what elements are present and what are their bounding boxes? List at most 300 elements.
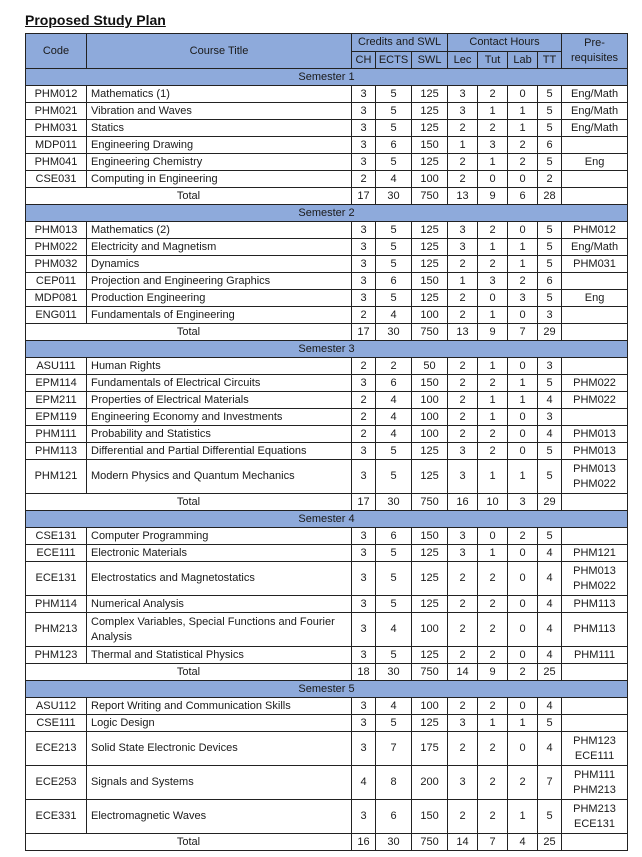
semester-header-row — [26, 69, 628, 86]
header-credits-group: Credits and SWL — [352, 34, 448, 52]
course-code: ENG011 — [26, 307, 87, 324]
total-swl: 750 — [412, 834, 448, 851]
course-code: ASU112 — [26, 698, 87, 715]
course-code: PHM012 — [26, 86, 87, 103]
course-row — [26, 545, 628, 562]
course-code: ECE331 — [26, 800, 87, 834]
course-tt: 5 — [538, 239, 562, 256]
course-lec: 3 — [448, 443, 478, 460]
total-tt: 28 — [538, 188, 562, 205]
prerequisite-code: PHM012 — [573, 223, 616, 236]
course-tt: 4 — [538, 562, 562, 596]
prerequisite-code: PHM111 — [573, 648, 616, 661]
course-tt: 5 — [538, 375, 562, 392]
total-tut: 7 — [478, 834, 508, 851]
course-swl: 125 — [412, 239, 448, 256]
course-prerequisites — [562, 528, 628, 545]
course-tt: 4 — [538, 647, 562, 664]
total-swl: 750 — [412, 494, 448, 511]
course-ects: 4 — [376, 307, 412, 324]
prerequisite-code: ECE131 — [574, 817, 616, 830]
course-tut: 1 — [478, 545, 508, 562]
course-ects: 4 — [376, 392, 412, 409]
course-ch: 2 — [352, 409, 376, 426]
course-title: Fundamentals of Electrical Circuits — [87, 375, 352, 392]
course-tt: 5 — [538, 86, 562, 103]
course-row — [26, 715, 628, 732]
course-ch: 3 — [352, 698, 376, 715]
course-tt: 7 — [538, 766, 562, 800]
total-swl: 750 — [412, 324, 448, 341]
course-swl: 150 — [412, 273, 448, 290]
semester-label: Semester 1 — [26, 69, 628, 86]
course-lab: 0 — [508, 562, 538, 596]
course-swl: 125 — [412, 290, 448, 307]
course-ch: 3 — [352, 460, 376, 494]
total-lab: 7 — [508, 324, 538, 341]
course-tt: 5 — [538, 715, 562, 732]
course-lec: 2 — [448, 647, 478, 664]
prerequisite-code: Eng/Math — [570, 240, 619, 253]
course-tut: 1 — [478, 715, 508, 732]
course-tut: 1 — [478, 409, 508, 426]
course-ects: 4 — [376, 613, 412, 647]
course-row — [26, 307, 628, 324]
course-prerequisites — [562, 732, 628, 766]
course-tut: 1 — [478, 307, 508, 324]
course-prerequisites — [562, 426, 628, 443]
total-tt: 25 — [538, 834, 562, 851]
course-tt: 4 — [538, 698, 562, 715]
course-lec: 2 — [448, 154, 478, 171]
semester-header-row — [26, 681, 628, 698]
course-ch: 3 — [352, 222, 376, 239]
header-tut: Tut — [478, 52, 508, 69]
prerequisite-code: Eng — [584, 291, 605, 304]
course-title: Differential and Partial Differential Equations — [87, 443, 352, 460]
course-prerequisites — [562, 103, 628, 120]
course-ch: 3 — [352, 545, 376, 562]
course-swl: 125 — [412, 647, 448, 664]
course-row — [26, 460, 628, 494]
course-title: Report Writing and Communication Skills — [87, 698, 352, 715]
course-tt: 3 — [538, 307, 562, 324]
total-ects: 30 — [376, 188, 412, 205]
course-ch: 3 — [352, 596, 376, 613]
course-swl: 100 — [412, 613, 448, 647]
total-tut: 9 — [478, 324, 508, 341]
course-tt: 5 — [538, 222, 562, 239]
page-title: Proposed Study Plan — [25, 12, 166, 28]
total-lec: 14 — [448, 664, 478, 681]
course-title: Electrostatics and Magnetostatics — [87, 562, 352, 596]
course-title: Modern Physics and Quantum Mechanics — [87, 460, 352, 494]
course-lec: 3 — [448, 222, 478, 239]
course-lec: 2 — [448, 358, 478, 375]
course-code: PHM021 — [26, 103, 87, 120]
course-ch: 2 — [352, 358, 376, 375]
course-lec: 2 — [448, 732, 478, 766]
total-lec: 16 — [448, 494, 478, 511]
course-prerequisites — [562, 239, 628, 256]
course-lec: 3 — [448, 766, 478, 800]
total-label: Total — [26, 188, 352, 205]
header-contact-group: Contact Hours — [448, 34, 562, 52]
course-code: PHM213 — [26, 613, 87, 647]
total-lec: 13 — [448, 188, 478, 205]
header-prerequisites — [562, 34, 628, 69]
course-tut: 2 — [478, 562, 508, 596]
course-title: Thermal and Statistical Physics — [87, 647, 352, 664]
course-tut: 2 — [478, 375, 508, 392]
course-title: Statics — [87, 120, 352, 137]
course-lab: 1 — [508, 239, 538, 256]
total-ch: 18 — [352, 664, 376, 681]
total-prerequisites-empty — [562, 664, 628, 681]
course-title: Human Rights — [87, 358, 352, 375]
course-row — [26, 528, 628, 545]
course-row — [26, 103, 628, 120]
total-prerequisites-empty — [562, 188, 628, 205]
course-prerequisites — [562, 800, 628, 834]
course-tt: 5 — [538, 256, 562, 273]
course-row — [26, 120, 628, 137]
course-lab: 1 — [508, 256, 538, 273]
course-tt: 4 — [538, 596, 562, 613]
course-code: EPM119 — [26, 409, 87, 426]
course-lec: 2 — [448, 171, 478, 188]
total-tut: 10 — [478, 494, 508, 511]
course-swl: 150 — [412, 137, 448, 154]
course-prerequisites — [562, 392, 628, 409]
course-lec: 2 — [448, 307, 478, 324]
total-ch: 17 — [352, 324, 376, 341]
course-tut: 2 — [478, 596, 508, 613]
course-ch: 3 — [352, 647, 376, 664]
total-lec: 14 — [448, 834, 478, 851]
course-swl: 125 — [412, 460, 448, 494]
total-tut: 9 — [478, 664, 508, 681]
course-ch: 3 — [352, 375, 376, 392]
header-ch: CH — [352, 52, 376, 69]
course-prerequisites — [562, 137, 628, 154]
header-lab: Lab — [508, 52, 538, 69]
semester-header-row — [26, 341, 628, 358]
course-tt: 4 — [538, 392, 562, 409]
course-swl: 175 — [412, 732, 448, 766]
course-lab: 1 — [508, 715, 538, 732]
course-ects: 5 — [376, 103, 412, 120]
prerequisite-code: ECE111 — [574, 749, 615, 762]
semester-total-row — [26, 494, 628, 511]
course-tt: 4 — [538, 613, 562, 647]
course-lab: 0 — [508, 647, 538, 664]
course-tt: 5 — [538, 103, 562, 120]
semester-label: Semester 3 — [26, 341, 628, 358]
course-swl: 200 — [412, 766, 448, 800]
course-tut: 2 — [478, 647, 508, 664]
course-tt: 5 — [538, 290, 562, 307]
total-ch: 16 — [352, 834, 376, 851]
prerequisite-code: PHM022 — [573, 393, 616, 406]
course-lab: 2 — [508, 766, 538, 800]
course-ects: 4 — [376, 426, 412, 443]
course-title: Computer Programming — [87, 528, 352, 545]
course-lec: 3 — [448, 86, 478, 103]
course-row — [26, 392, 628, 409]
course-lec: 1 — [448, 273, 478, 290]
course-ects: 6 — [376, 273, 412, 290]
course-code: PHM041 — [26, 154, 87, 171]
course-code: PHM121 — [26, 460, 87, 494]
study-plan-table — [25, 33, 628, 851]
course-ects: 5 — [376, 86, 412, 103]
course-ects: 4 — [376, 171, 412, 188]
total-tt: 29 — [538, 494, 562, 511]
course-ch: 3 — [352, 715, 376, 732]
course-row — [26, 409, 628, 426]
course-row — [26, 766, 628, 800]
semester-header-row — [26, 205, 628, 222]
course-tut: 2 — [478, 222, 508, 239]
course-lab: 0 — [508, 409, 538, 426]
total-label: Total — [26, 664, 352, 681]
course-tt: 3 — [538, 409, 562, 426]
course-swl: 50 — [412, 358, 448, 375]
course-prerequisites — [562, 273, 628, 290]
course-tt: 5 — [538, 443, 562, 460]
course-lec: 2 — [448, 392, 478, 409]
course-ects: 6 — [376, 137, 412, 154]
course-tut: 1 — [478, 392, 508, 409]
prerequisite-code: PHM123 — [573, 734, 616, 747]
prerequisite-code: Eng/Math — [570, 87, 619, 100]
course-tut: 1 — [478, 103, 508, 120]
header-tt: TT — [538, 52, 562, 69]
course-lab: 0 — [508, 307, 538, 324]
course-code: ECE131 — [26, 562, 87, 596]
course-row — [26, 137, 628, 154]
course-lab: 2 — [508, 273, 538, 290]
course-ects: 5 — [376, 443, 412, 460]
course-ch: 3 — [352, 239, 376, 256]
total-prerequisites-empty — [562, 494, 628, 511]
total-ects: 30 — [376, 664, 412, 681]
course-prerequisites — [562, 375, 628, 392]
course-code: ECE213 — [26, 732, 87, 766]
total-ects: 30 — [376, 324, 412, 341]
course-tt: 5 — [538, 528, 562, 545]
semester-label: Semester 5 — [26, 681, 628, 698]
course-ch: 2 — [352, 392, 376, 409]
course-tt: 5 — [538, 800, 562, 834]
course-tut: 0 — [478, 171, 508, 188]
course-swl: 125 — [412, 562, 448, 596]
course-swl: 125 — [412, 443, 448, 460]
total-tut: 9 — [478, 188, 508, 205]
course-lab: 0 — [508, 732, 538, 766]
course-swl: 100 — [412, 392, 448, 409]
course-ects: 5 — [376, 290, 412, 307]
course-tut: 2 — [478, 120, 508, 137]
course-lab: 0 — [508, 358, 538, 375]
course-lab: 0 — [508, 86, 538, 103]
course-ch: 2 — [352, 426, 376, 443]
course-ch: 3 — [352, 800, 376, 834]
course-title: Production Engineering — [87, 290, 352, 307]
course-code: ECE253 — [26, 766, 87, 800]
course-ch: 3 — [352, 732, 376, 766]
course-ch: 3 — [352, 290, 376, 307]
course-prerequisites — [562, 290, 628, 307]
header-ects: ECTS — [376, 52, 412, 69]
course-ects: 5 — [376, 715, 412, 732]
course-lab: 1 — [508, 460, 538, 494]
total-lab: 6 — [508, 188, 538, 205]
course-title: Electricity and Magnetism — [87, 239, 352, 256]
course-title: Electromagnetic Waves — [87, 800, 352, 834]
course-row — [26, 290, 628, 307]
course-row — [26, 375, 628, 392]
course-lab: 0 — [508, 698, 538, 715]
course-code: MDP011 — [26, 137, 87, 154]
course-lec: 2 — [448, 120, 478, 137]
course-ects: 4 — [376, 409, 412, 426]
course-lec: 1 — [448, 137, 478, 154]
prerequisite-code: PHM022 — [573, 477, 616, 490]
course-title: Mathematics (1) — [87, 86, 352, 103]
course-tut: 0 — [478, 290, 508, 307]
course-code: PHM114 — [26, 596, 87, 613]
course-swl: 100 — [412, 698, 448, 715]
course-ects: 5 — [376, 545, 412, 562]
course-swl: 100 — [412, 307, 448, 324]
course-title: Mathematics (2) — [87, 222, 352, 239]
course-code: EPM211 — [26, 392, 87, 409]
header-prerequisites-label: Pre- requisites — [570, 37, 619, 64]
course-lec: 2 — [448, 613, 478, 647]
course-code: CSE111 — [26, 715, 87, 732]
header-swl: SWL — [412, 52, 448, 69]
semester-header-row — [26, 511, 628, 528]
course-ects: 8 — [376, 766, 412, 800]
course-prerequisites — [562, 562, 628, 596]
table-header — [26, 34, 628, 69]
course-title: Electronic Materials — [87, 545, 352, 562]
course-lab: 0 — [508, 426, 538, 443]
total-ects: 30 — [376, 494, 412, 511]
course-code: PHM123 — [26, 647, 87, 664]
course-ch: 3 — [352, 443, 376, 460]
course-swl: 100 — [412, 426, 448, 443]
course-swl: 150 — [412, 528, 448, 545]
semester-label: Semester 2 — [26, 205, 628, 222]
course-prerequisites — [562, 715, 628, 732]
course-ch: 3 — [352, 273, 376, 290]
course-title: Solid State Electronic Devices — [87, 732, 352, 766]
course-lec: 2 — [448, 698, 478, 715]
course-row — [26, 256, 628, 273]
course-prerequisites — [562, 766, 628, 800]
course-lec: 2 — [448, 596, 478, 613]
total-ects: 30 — [376, 834, 412, 851]
course-lab: 2 — [508, 137, 538, 154]
course-swl: 150 — [412, 375, 448, 392]
course-title: Dynamics — [87, 256, 352, 273]
course-ch: 3 — [352, 154, 376, 171]
course-lec: 2 — [448, 375, 478, 392]
semester-total-row — [26, 324, 628, 341]
course-title: Projection and Engineering Graphics — [87, 273, 352, 290]
prerequisite-code: PHM031 — [573, 257, 616, 270]
prerequisite-code: PHM013 — [573, 564, 616, 577]
course-swl: 125 — [412, 715, 448, 732]
prerequisite-code: PHM013 — [573, 462, 616, 475]
course-code: PHM013 — [26, 222, 87, 239]
course-title: Complex Variables, Special Functions and Fourier Analysis — [87, 613, 352, 647]
course-tut: 3 — [478, 273, 508, 290]
course-tut: 1 — [478, 154, 508, 171]
course-row — [26, 647, 628, 664]
prerequisite-code: PHM121 — [573, 546, 616, 559]
course-row — [26, 698, 628, 715]
course-prerequisites — [562, 222, 628, 239]
course-lab: 0 — [508, 545, 538, 562]
total-label: Total — [26, 834, 352, 851]
total-lec: 13 — [448, 324, 478, 341]
course-tt: 4 — [538, 732, 562, 766]
course-lec: 2 — [448, 409, 478, 426]
course-ects: 5 — [376, 596, 412, 613]
course-row — [26, 154, 628, 171]
semester-label: Semester 4 — [26, 511, 628, 528]
prerequisite-code: PHM013 — [573, 427, 616, 440]
course-row — [26, 443, 628, 460]
course-ch: 3 — [352, 137, 376, 154]
course-ects: 5 — [376, 154, 412, 171]
course-title: Numerical Analysis — [87, 596, 352, 613]
course-code: PHM111 — [26, 426, 87, 443]
course-ects: 5 — [376, 562, 412, 596]
course-ects: 7 — [376, 732, 412, 766]
prerequisite-code: Eng/Math — [570, 104, 619, 117]
course-lab: 0 — [508, 222, 538, 239]
course-title: Engineering Economy and Investments — [87, 409, 352, 426]
course-row — [26, 613, 628, 647]
course-tut: 2 — [478, 256, 508, 273]
course-code: PHM022 — [26, 239, 87, 256]
course-tut: 2 — [478, 443, 508, 460]
prerequisite-code: PHM113 — [573, 623, 616, 635]
course-ects: 4 — [376, 698, 412, 715]
total-prerequisites-empty — [562, 324, 628, 341]
prerequisite-code: Eng/Math — [570, 121, 619, 134]
semester-total-row — [26, 834, 628, 851]
course-tut: 2 — [478, 800, 508, 834]
course-code: PHM113 — [26, 443, 87, 460]
course-ects: 5 — [376, 239, 412, 256]
course-title: Properties of Electrical Materials — [87, 392, 352, 409]
total-prerequisites-empty — [562, 834, 628, 851]
course-lab: 1 — [508, 800, 538, 834]
course-prerequisites — [562, 256, 628, 273]
course-title: Signals and Systems — [87, 766, 352, 800]
course-tut: 2 — [478, 613, 508, 647]
course-prerequisites — [562, 596, 628, 613]
course-lab: 1 — [508, 375, 538, 392]
total-ch: 17 — [352, 188, 376, 205]
course-prerequisites — [562, 120, 628, 137]
